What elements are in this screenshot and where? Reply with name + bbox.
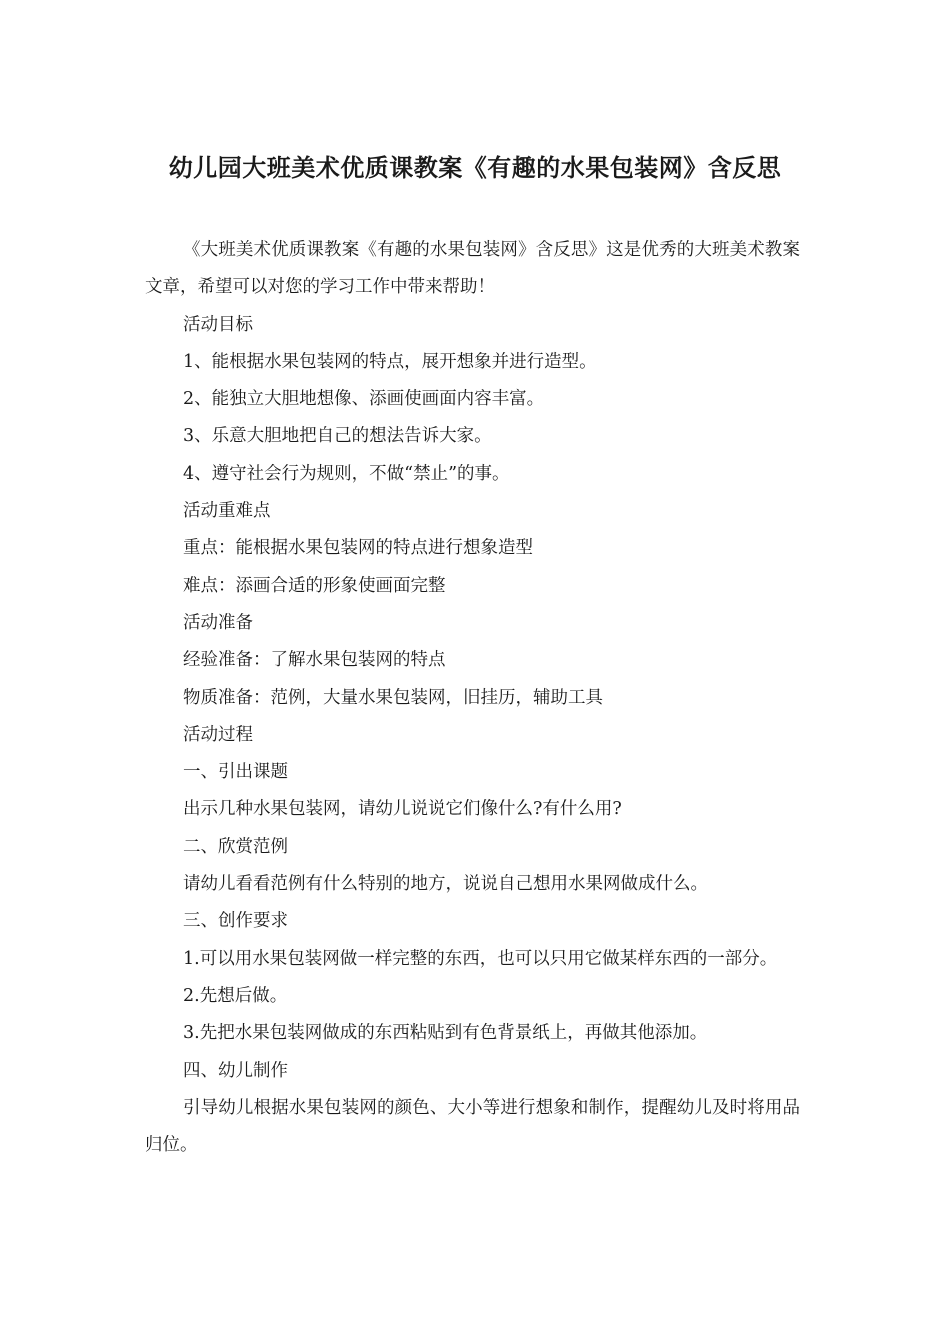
section-heading-key-points: 活动重难点 xyxy=(183,501,271,522)
process-step-1-heading: 一、引出课题 xyxy=(183,762,288,783)
process-step-1-text: 出示几种水果包装网，请幼儿说说它们像什么?有什么用? xyxy=(183,799,622,820)
key-point-focus: 重点：能根据水果包装网的特点进行想象造型 xyxy=(183,538,533,559)
goal-item-3: 3、乐意大胆地把自己的想法告诉大家。 xyxy=(183,426,492,447)
goal-item-2: 2、能独立大胆地想像、添画使画面内容丰富。 xyxy=(183,389,545,410)
goal-item-1: 1、能根据水果包装网的特点，展开想象并进行造型。 xyxy=(183,351,597,372)
document-body xyxy=(145,232,800,1164)
process-step-2-heading: 二、欣赏范例 xyxy=(183,836,288,857)
preparation-materials: 物质准备：范例，大量水果包装网，旧挂历，辅助工具 xyxy=(183,687,603,708)
key-point-difficulty: 难点：添画合适的形象使画面完整 xyxy=(183,575,446,596)
preparation-experience: 经验准备：了解水果包装网的特点 xyxy=(183,650,446,671)
document-title: 幼儿园大班美术优质课教案《有趣的水果包装网》含反思 xyxy=(168,154,782,182)
section-heading-preparation: 活动准备 xyxy=(183,612,253,633)
goal-item-4: 4、遵守社会行为规则，不做“禁止”的事。 xyxy=(183,463,510,484)
requirement-item-1: 1.可以用水果包装网做一样完整的东西，也可以只用它做某样东西的一部分。 xyxy=(183,948,778,969)
requirement-item-2: 2.先想后做。 xyxy=(183,985,288,1006)
intro-paragraph: 《大班美术优质课教案《有趣的水果包装网》含反思》这是优秀的大班美术教案文章，希望可以对您的学习工作中带来帮助！ xyxy=(145,240,800,298)
process-step-2-text: 请幼儿看看范例有什么特别的地方，说说自己想用水果网做成什么。 xyxy=(183,874,708,895)
requirement-item-3: 3.先把水果包装网做成的东西粘贴到有色背景纸上，再做其他添加。 xyxy=(183,1023,708,1044)
section-heading-goals: 活动目标 xyxy=(183,314,253,335)
process-step-4-text: 引导幼儿根据水果包装网的颜色、大小等进行想象和制作，提醒幼儿及时将用品归位。 xyxy=(145,1097,800,1156)
process-step-4-heading: 四、幼儿制作 xyxy=(183,1060,288,1081)
section-heading-process: 活动过程 xyxy=(183,724,253,745)
process-step-3-heading: 三、创作要求 xyxy=(183,911,288,932)
